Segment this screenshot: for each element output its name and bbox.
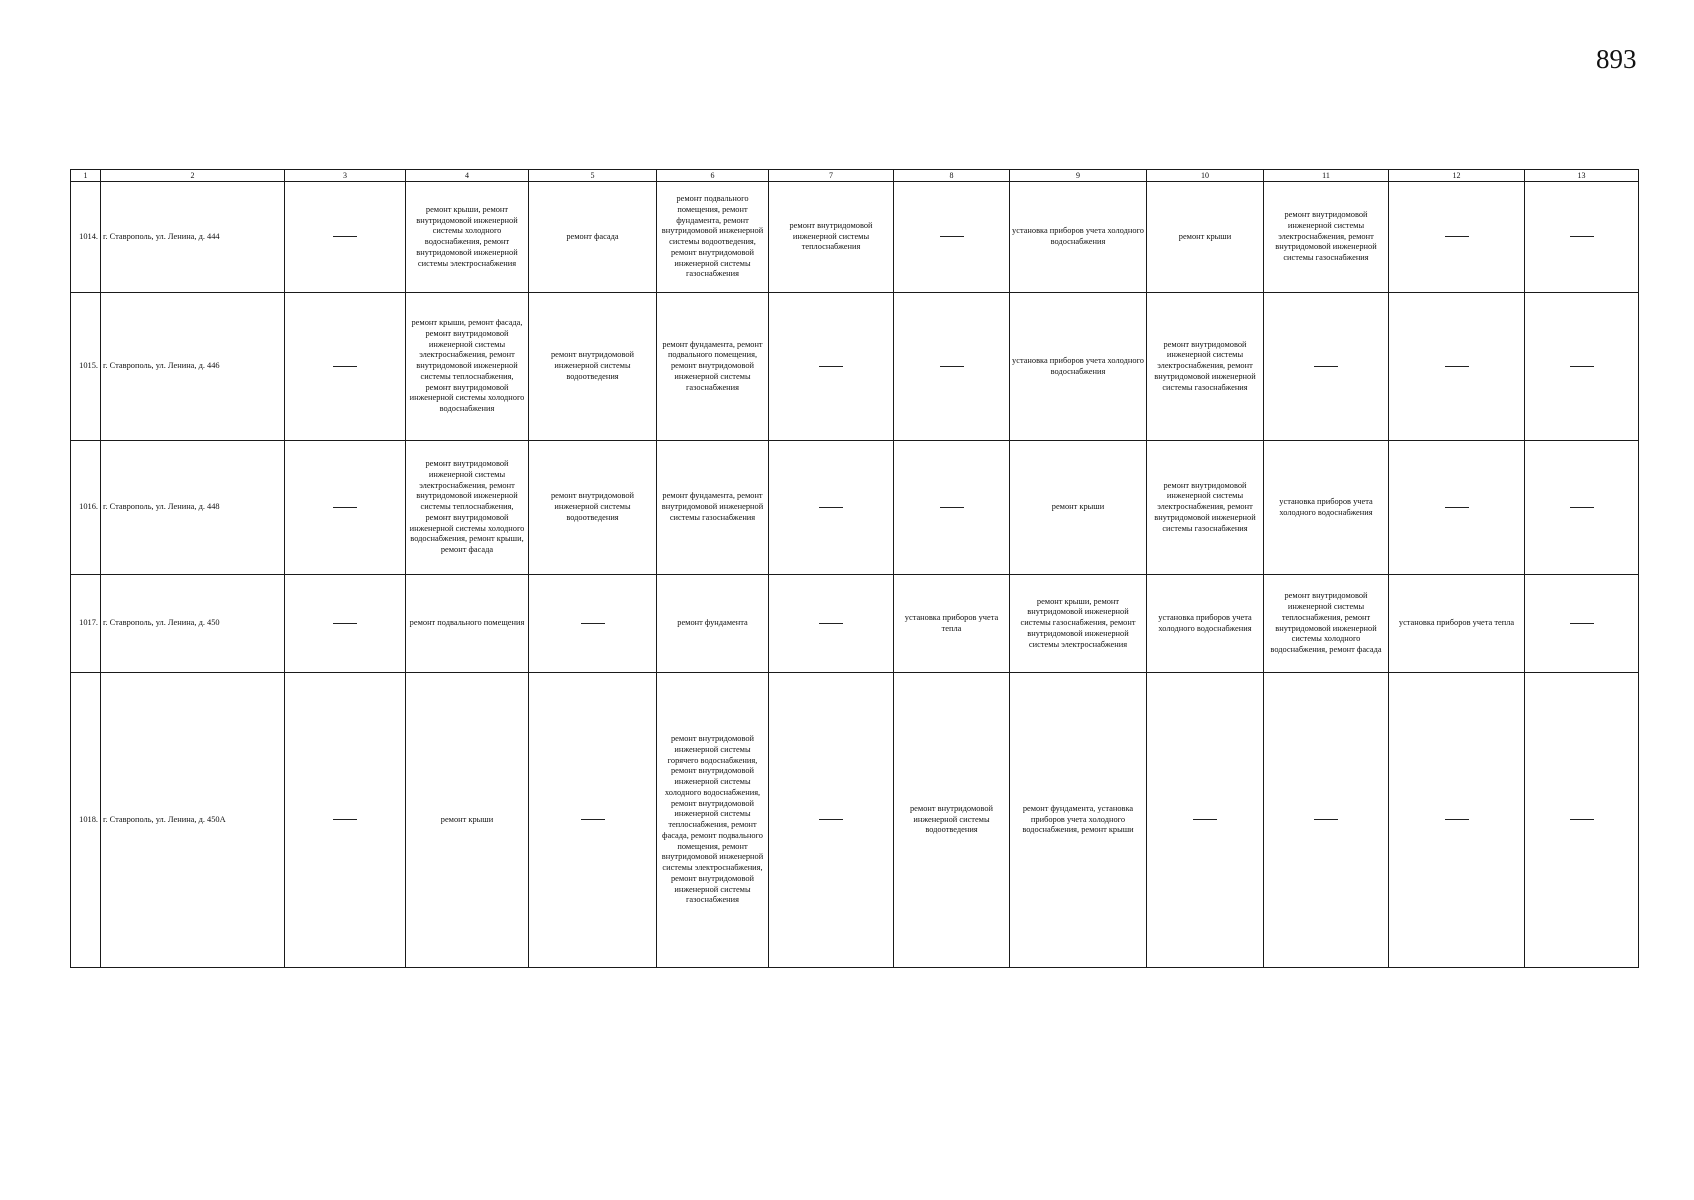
work-type-text: ремонт фундамента, ремонт подвального помещения, ремонт внутридомовой инженерной системы газоснабжения (662, 339, 763, 392)
dash-mark (1445, 507, 1469, 508)
column-header: 3 (285, 170, 406, 182)
work-type-cell (406, 293, 529, 441)
work-type-text: ремонт внутридомовой инженерной системы электроснабжения, ремонт внутридомовой инженерной системы газоснабжения (1275, 210, 1377, 263)
column-header: 13 (1525, 170, 1639, 182)
dash-mark (819, 623, 843, 624)
work-type-text: установка приборов учета холодного водоснабжения (1012, 226, 1144, 246)
empty-dash-cell (769, 575, 894, 673)
work-type-cell (1010, 575, 1147, 673)
table-row (71, 441, 1639, 575)
work-type-cell (406, 182, 529, 293)
dash-mark (819, 507, 843, 508)
work-type-text: ремонт подвального помещения (409, 618, 525, 628)
empty-dash-cell (894, 182, 1010, 293)
work-type-text: ремонт внутридомовой инженерной системы водоотведения (909, 803, 994, 835)
work-type-text: ремонт фасада (566, 231, 619, 241)
empty-dash-cell (769, 293, 894, 441)
column-header: 8 (894, 170, 1010, 182)
work-type-text: установка приборов учета холодного водоснабжения (1279, 496, 1373, 517)
work-type-text: ремонт внутридомовой инженерной системы горячего водоснабжения, ремонт внутридомовой инженерной системы холодного водоснабжения, ремонт внутридомовой инженерной системы теплоснабжения, ремонт фасада, ремонт подвального помещения, ремонт внутридомовой инженерной системы электроснабжения, ремонт внутридомовой инженерной системы газоснабжения (661, 734, 764, 905)
dash-mark (940, 236, 964, 237)
work-type-cell (1010, 673, 1147, 968)
work-type-text: установка приборов учета холодного водоснабжения (1012, 355, 1144, 376)
dash-mark (1570, 819, 1594, 820)
work-type-text: ремонт крыши, ремонт фасада, ремонт внутридомовой инженерной системы электроснабжения, ремонт внутридомовой инженерной системы теплоснабжения, ремонт внутридомовой инженерной системы холодного водоснабжения (409, 318, 525, 414)
dash-mark (819, 366, 843, 367)
work-type-cell (529, 182, 657, 293)
work-type-cell (657, 575, 769, 673)
work-type-text: ремонт внутридомовой инженерной системы водоотведения (550, 350, 635, 381)
work-type-cell (1010, 293, 1147, 441)
work-type-cell (769, 182, 894, 293)
work-type-cell (1147, 575, 1264, 673)
work-type-cell (1264, 182, 1389, 293)
work-type-cell (894, 673, 1010, 968)
empty-dash-cell (285, 673, 406, 968)
work-type-text: ремонт крыши (440, 814, 494, 824)
empty-dash-cell (285, 182, 406, 293)
empty-dash-cell (1525, 575, 1639, 673)
column-header: 9 (1010, 170, 1147, 182)
work-type-text: ремонт внутридомовой инженерной системы теплоснабжения (789, 220, 873, 252)
work-type-text: ремонт фундамента, установка приборов учета холодного водоснабжения, ремонт крыши (1022, 803, 1134, 835)
column-header: 10 (1147, 170, 1264, 182)
dash-mark (1445, 236, 1469, 237)
work-type-text: ремонт подвального помещения, ремонт фундамента, ремонт внутридомовой инженерной системы водоотведения, ремонт внутридомовой инженерной системы газоснабжения (661, 194, 764, 279)
address-cell: г. Ставрополь, ул. Ленина, д. 446 (101, 293, 285, 441)
work-type-text: ремонт фундамента (677, 618, 748, 628)
column-header: 6 (657, 170, 769, 182)
row-number: 1017. (71, 575, 101, 673)
address-cell: г. Ставрополь, ул. Ленина, д. 450А (101, 673, 285, 968)
row-number: 1015. (71, 293, 101, 441)
dash-mark (1570, 236, 1594, 237)
row-number: 1018. (71, 673, 101, 968)
empty-dash-cell (1264, 673, 1389, 968)
dash-mark (940, 507, 964, 508)
address-cell: г. Ставрополь, ул. Ленина, д. 444 (101, 182, 285, 293)
column-header: 1 (71, 170, 101, 182)
work-type-text: ремонт внутридомовой инженерной системы электроснабжения, ремонт внутридомовой инженерной системы газоснабжения (1154, 339, 1256, 392)
empty-dash-cell (894, 293, 1010, 441)
work-type-text: установка приборов учета тепла (1398, 618, 1515, 628)
column-header: 4 (406, 170, 529, 182)
column-header: 11 (1264, 170, 1389, 182)
dash-mark (1570, 366, 1594, 367)
work-type-text: ремонт внутридомовой инженерной системы теплоснабжения, ремонт внутридомовой инженерной системы холодного водоснабжения, ремонт фасада (1270, 591, 1382, 654)
table-row (71, 293, 1639, 441)
dash-mark (1314, 366, 1338, 367)
work-type-cell (894, 575, 1010, 673)
table-body (71, 182, 1639, 968)
column-header: 2 (101, 170, 285, 182)
column-header: 12 (1389, 170, 1525, 182)
work-type-cell (657, 673, 769, 968)
work-type-cell (1147, 293, 1264, 441)
column-header: 5 (529, 170, 657, 182)
work-type-text: установка приборов учета тепла (904, 612, 999, 633)
empty-dash-cell (285, 293, 406, 441)
work-type-cell (657, 441, 769, 575)
dash-mark (333, 623, 357, 624)
row-number: 1016. (71, 441, 101, 575)
work-type-text: ремонт фундамента, ремонт внутридомовой инженерной системы газоснабжения (661, 491, 764, 522)
dash-mark (333, 819, 357, 820)
work-type-text: ремонт крыши, ремонт внутридомовой инженерной системы холодного водоснабжения, ремонт внутридомовой инженерной системы электроснабжения (416, 204, 518, 268)
work-type-cell (1264, 575, 1389, 673)
dash-mark (1314, 819, 1338, 820)
empty-dash-cell (285, 441, 406, 575)
work-type-text: ремонт крыши, ремонт внутридомовой инженерной системы газоснабжения, ремонт внутридомовой инженерной системы электроснабжения (1020, 596, 1136, 649)
work-type-cell (406, 441, 529, 575)
capital-repair-table (70, 169, 1639, 968)
empty-dash-cell (285, 575, 406, 673)
dash-mark (1193, 819, 1217, 820)
dash-mark (1445, 366, 1469, 367)
work-type-cell (657, 293, 769, 441)
empty-dash-cell (1525, 441, 1639, 575)
work-type-text: ремонт внутридомовой инженерной системы электроснабжения, ремонт внутридомовой инженерной системы газоснабжения (1154, 480, 1256, 533)
dash-mark (819, 819, 843, 820)
empty-dash-cell (529, 673, 657, 968)
address-cell: г. Ставрополь, ул. Ленина, д. 450 (101, 575, 285, 673)
page-number: 893 (1596, 44, 1637, 74)
empty-dash-cell (1389, 441, 1525, 575)
work-type-cell (406, 575, 529, 673)
dash-mark (333, 236, 357, 237)
dash-mark (333, 366, 357, 367)
work-type-cell (529, 441, 657, 575)
dash-mark (940, 366, 964, 367)
dash-mark (581, 623, 605, 624)
work-type-cell (1389, 575, 1525, 673)
dash-mark (1445, 819, 1469, 820)
empty-dash-cell (1525, 673, 1639, 968)
work-type-cell (1147, 182, 1264, 293)
column-header: 7 (769, 170, 894, 182)
work-type-cell (406, 673, 529, 968)
empty-dash-cell (1389, 293, 1525, 441)
work-type-cell (1010, 441, 1147, 575)
work-type-text: установка приборов учета холодного водоснабжения (1158, 612, 1252, 633)
empty-dash-cell (769, 441, 894, 575)
empty-dash-cell (1525, 293, 1639, 441)
work-type-text: ремонт внутридомовой инженерной системы электроснабжения, ремонт внутридомовой инженерной системы теплоснабжения, ремонт внутридомовой инженерной системы холодного водоснабжения, ремонт крыши, ремонт фасада (409, 459, 525, 555)
dash-mark (1570, 623, 1594, 624)
empty-dash-cell (1389, 182, 1525, 293)
empty-dash-cell (1525, 182, 1639, 293)
address-cell: г. Ставрополь, ул. Ленина, д. 448 (101, 441, 285, 575)
empty-dash-cell (1264, 293, 1389, 441)
row-number: 1014. (71, 182, 101, 293)
work-type-cell (1147, 441, 1264, 575)
table-row (71, 575, 1639, 673)
work-type-cell (529, 293, 657, 441)
empty-dash-cell (1147, 673, 1264, 968)
dash-mark (1570, 507, 1594, 508)
work-type-cell (1264, 441, 1389, 575)
work-type-text: ремонт крыши (1178, 231, 1232, 241)
empty-dash-cell (894, 441, 1010, 575)
work-type-cell (1010, 182, 1147, 293)
empty-dash-cell (1389, 673, 1525, 968)
work-type-cell (657, 182, 769, 293)
empty-dash-cell (529, 575, 657, 673)
table-row (71, 182, 1639, 293)
column-number-row (71, 170, 1639, 182)
dash-mark (581, 819, 605, 820)
work-type-text: ремонт внутридомовой инженерной системы водоотведения (550, 491, 635, 522)
dash-mark (333, 507, 357, 508)
work-type-text: ремонт крыши (1051, 502, 1105, 512)
empty-dash-cell (769, 673, 894, 968)
table-row (71, 673, 1639, 968)
